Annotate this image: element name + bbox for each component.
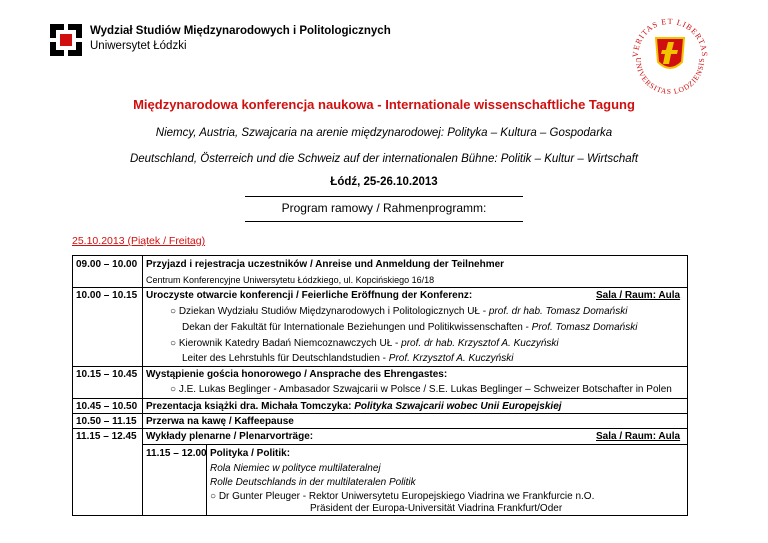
table-row-time: 11.15 – 12.45 [76,431,137,442]
table-row-note: Centrum Konferencyjne Uniwersytetu Łódzkiego, ul. Kopcińskiego 16/18 [146,275,435,285]
sub-session-title: Polityka / Politik: [210,448,291,459]
speaker-title-de: Präsident der Europa-Universität Viadrina Frankfurt/Oder [310,503,563,514]
time-column-divider [142,255,143,515]
university-logo-icon [48,22,84,58]
table-row-title: Prezentacja książki dra. Michała Tomczyka: Polityka Szwajcarii wobec Unii Europejskiej [146,401,562,412]
table-row-title: Przerwa na kawę / Kaffeepause [146,416,294,427]
list-item: Leiter des Lehrstuhls für Deutschlandstudien - Prof. Krzysztof A. Kuczyński [182,353,514,364]
faculty-name: Wydział Studiów Międzynarodowych i Politologicznych [90,25,391,37]
program-heading: Program ramowy / Rahmenprogramm: [281,201,487,215]
list-item: ○ J.E. Lukas Beglinger - Ambasador Szwajcarii w Polsce / S.E. Lukas Beglinger – Schweizer Botschafter in Polen [170,384,672,395]
university-seal-icon [626,10,714,98]
lecture-title-de: Rolle Deutschlands in der multilateralen Politik [210,477,416,488]
table-row-time: 09.00 – 10.00 [76,259,138,270]
divider-top [245,196,523,197]
list-item: Dekan der Fakultät für Internationale Beziehungen und Politikwissenschaften - Prof. Tomasz Domański [182,322,638,333]
table-row-time: 10.50 – 11.15 [76,416,137,427]
table-row-time: 10.45 – 10.50 [76,401,138,412]
conference-subtitle-pl: Niemcy, Austria, Szwajcaria na arenie międzynarodowej: Polityka – Kultura – Gospodarka [155,127,613,139]
list-item: ○ Dziekan Wydziału Studiów Międzynarodowych i Politologicznych UŁ - prof. dr hab. Tomasz Domański [170,306,628,317]
divider-bottom [245,221,523,222]
table-row-title: Wystąpienie gościa honorowego / Ansprache des Ehrengastes: [146,369,448,380]
day-label: 25.10.2013 (Piątek / Freitag) [72,235,206,247]
table-row-title: Uroczyste otwarcie konferencji / Feierliche Eröffnung der Konferenz: [146,290,473,301]
university-name: Uniwersytet Łódzki [90,40,187,52]
table-row-title: Wykłady plenarne / Plenarvorträge: [146,431,314,442]
seal-top-text: VERITAS ET LIBERTAS [630,16,710,58]
table-row-time: 10.15 – 10.45 [76,369,138,380]
table-row-time: 10.00 – 10.15 [76,290,138,301]
room-label: Sala / Raum: Aula [596,290,681,301]
place-and-date: Łódź, 25-26.10.2013 [330,176,438,188]
speaker: ○ Dr Gunter Pleuger - Rektor Uniwersytetu Europejskiego Viadrina we Frankfurcie n.O. [210,491,595,502]
sub-session-time: 11.15 – 12.00 [146,448,207,459]
table-row-title: Przyjazd i rejestracja uczestników / Anreise und Anmeldung der Teilnehmer [146,259,505,270]
seal-bottom-text: UNIVERSITAS LODZIENSIS [633,57,707,97]
list-item: ○ Kierownik Katedry Badań Niemcoznawczych UŁ - prof. dr hab. Krzysztof A. Kuczyński [170,338,559,349]
lecture-title-pl: Rola Niemiec w polityce multilateralnej [210,463,381,474]
room-label: Sala / Raum: Aula [596,431,681,442]
conference-title: Międzynarodowa konferencja naukowa - Internationale wissenschaftliche Tagung [133,97,635,112]
conference-subtitle-de: Deutschland, Österreich und die Schweiz auf der internationalen Bühne: Politik – Kultur – Wirtschaft [129,153,639,165]
